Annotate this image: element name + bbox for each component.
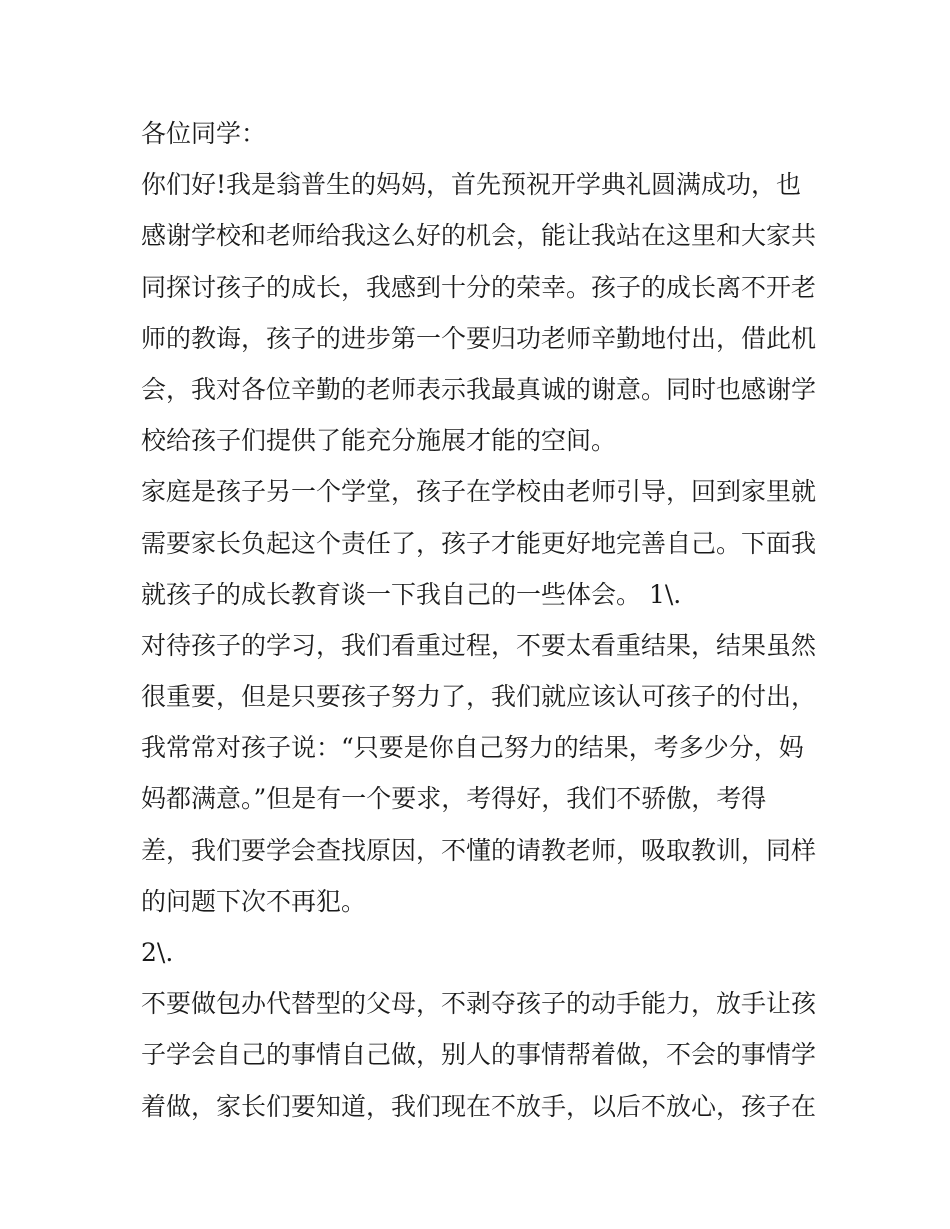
text-line: 同探讨孩子的成长，我感到十分的荣幸。孩子的成长离不开老 <box>141 272 817 302</box>
text-line: 不要做包办代替型的父母，不剥夺孩子的动手能力，放手让孩 <box>141 989 817 1019</box>
text-line: 家庭是孩子另一个学堂，孩子在学校由老师引导，回到家里就 <box>141 477 817 507</box>
text-line: 感谢学校和老师给我这么好的机会，能让我站在这里和大家共 <box>141 221 817 251</box>
text-line: 着做，家长们要知道，我们现在不放手，以后不放心，孩子在 <box>141 1091 817 1121</box>
text-line: 妈都满意。”但是有一个要求，考得好，我们不骄傲，考得 <box>141 784 767 814</box>
text-line: 就孩子的成长教育谈一下我自己的一些体会。 1\. <box>141 579 682 609</box>
text-line: 差，我们要学会查找原因，不懂的请教老师，吸取教训，同样 <box>141 835 817 865</box>
text-line: 很重要，但是只要孩子努力了，我们就应该认可孩子的付出， <box>141 682 817 712</box>
text-line: 子学会自己的事情自己做，别人的事情帮着做，不会的事情学 <box>141 1040 817 1070</box>
text-line: 会，我对各位辛勤的老师表示我最真诚的谢意。同时也感谢学 <box>141 374 817 404</box>
text-line: 需要家长负起这个责任了，孩子才能更好地完善自己。下面我 <box>141 528 817 558</box>
text-line: 我常常对孩子说：“只要是你自己努力的结果，考多少分，妈 <box>141 733 804 763</box>
text-line: 的问题下次不再犯。 <box>141 886 367 916</box>
text-line: 师的教诲，孩子的进步第一个要归功老师辛勤地付出，借此机 <box>141 323 817 353</box>
salutation-line: 各位同学： <box>141 119 267 148</box>
text-line: 你们好!我是翁普生的妈妈，首先预祝开学典礼圆满成功，也 <box>141 170 802 200</box>
text-line: 对待孩子的学习，我们看重过程，不要太看重结果，结果虽然 <box>141 630 817 660</box>
section-number: 2\. <box>141 938 174 967</box>
text-line: 校给孩子们提供了能充分施展才能的空间。 <box>141 426 617 456</box>
body-text <box>141 108 821 1132</box>
